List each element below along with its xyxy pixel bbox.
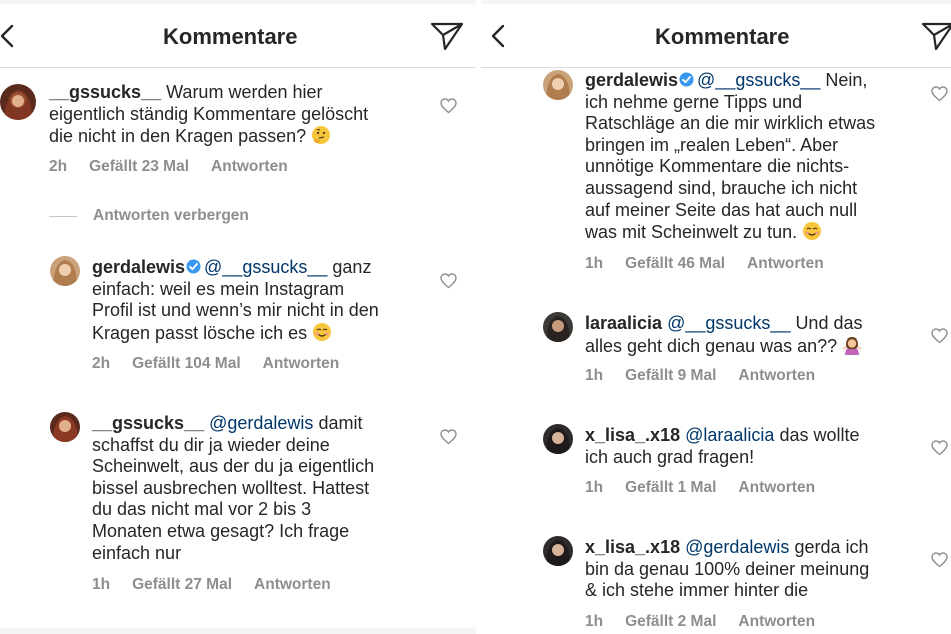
hide-replies-button[interactable]: Antworten verbergen	[93, 207, 249, 224]
comment-username[interactable]: __gssucks__	[92, 413, 205, 433]
comment-text-line: Warum werden hier	[166, 82, 323, 102]
comment-text-line: unnötige Kommentare die nichts-	[585, 156, 850, 177]
comment-text-line: gerda ich	[794, 537, 869, 557]
heart-icon[interactable]	[931, 86, 948, 102]
comment-text-line: die nicht in den Kragen passen?	[49, 126, 307, 147]
page-title: Kommentare	[655, 24, 790, 49]
likes-count-link[interactable]: Gefällt 23 Mal	[89, 158, 190, 175]
comment-time: 1h	[585, 613, 604, 630]
comment-text-line: aussagend sind, brauche ich nicht	[585, 177, 858, 198]
comment-text-line: Profil ist und wenn’s mir nicht in den	[92, 300, 379, 321]
comment-username[interactable]: gerdalewis	[92, 257, 186, 277]
reply-button[interactable]: Antworten	[254, 576, 331, 593]
avatar-photo-icon	[50, 412, 80, 442]
reply-button[interactable]: Antworten	[262, 355, 340, 372]
reply-button[interactable]: Antworten	[747, 255, 824, 272]
mention-link[interactable]: @gerdalewis	[685, 537, 790, 557]
avatar[interactable]	[543, 424, 573, 454]
thinking-face-icon	[311, 125, 331, 145]
comment-text-line: einfach nur	[92, 542, 182, 563]
comment-text-line: bin da genau 100% deiner meinung	[585, 558, 870, 579]
heart-icon[interactable]	[931, 552, 948, 568]
avatar[interactable]	[543, 536, 573, 566]
page-title: Kommentare	[163, 24, 298, 49]
comment-username[interactable]: laraalicia	[585, 313, 663, 333]
avatar-photo-icon	[543, 536, 573, 566]
chevron-left-icon[interactable]	[489, 22, 509, 50]
comment-text-line: was mit Scheinwelt zu tun.	[585, 222, 798, 243]
avatar-photo-icon	[0, 84, 36, 120]
comment-text-line: Und das	[795, 313, 863, 333]
comment-text-line: eigentlich ständig Kommentare gelöscht	[49, 103, 369, 124]
heart-icon[interactable]	[931, 328, 948, 344]
smiling-face-icon	[802, 221, 822, 241]
comment-text-line: einfach: weil es mein Instagram	[92, 278, 345, 299]
comment-text-line: bringen im „realen Leben“. Aber	[585, 134, 839, 155]
heart-icon[interactable]	[440, 98, 457, 114]
likes-count-link[interactable]: Gefällt 9 Mal	[625, 367, 717, 384]
comment-text-line: Monaten etwa gesagt? Ich frage	[92, 520, 350, 541]
comment-text-line: alles geht dich genau was an??	[585, 335, 838, 356]
avatar-photo-icon	[543, 70, 573, 100]
mention-link[interactable]: @__gssucks__	[204, 257, 328, 277]
comment-time: 1h	[585, 479, 604, 496]
comment-text-line: bissel ausbrechen wolltest. Hattest	[92, 477, 370, 498]
comment-text-line: & ich stehe immer hinter die	[585, 580, 809, 601]
heart-icon[interactable]	[440, 429, 457, 445]
comment-text-line: ich auch grad fragen!	[585, 446, 755, 467]
likes-count-link[interactable]: Gefällt 46 Mal	[625, 255, 726, 272]
chevron-left-icon[interactable]	[0, 22, 20, 50]
verified-badge-icon	[186, 259, 201, 274]
header-bar	[481, 0, 951, 68]
heart-icon[interactable]	[931, 440, 948, 456]
comment-time: 1h	[92, 576, 111, 593]
comment-text-line: Ratschläge an die mir wirklich etwas	[585, 113, 876, 134]
right-screenshot	[481, 0, 951, 634]
paper-plane-icon[interactable]	[921, 21, 951, 51]
comment-text-line: das wollte	[779, 425, 860, 445]
comment-text-line: auf meiner Seite das hat auch null	[585, 199, 858, 220]
likes-count-link[interactable]: Gefällt 104 Mal	[132, 355, 241, 372]
comment-username[interactable]: x_lisa_.x18	[585, 425, 681, 445]
avatar[interactable]	[543, 312, 573, 342]
comment-text-line: Nein,	[825, 70, 868, 90]
avatar-photo-icon	[543, 312, 573, 342]
mention-link[interactable]: @__gssucks__	[697, 70, 821, 90]
reply-button[interactable]: Antworten	[738, 613, 816, 630]
avatar[interactable]	[0, 84, 36, 120]
comment-text-line: schaffst du dir ja wieder deine	[92, 434, 330, 455]
paper-plane-icon[interactable]	[430, 21, 464, 51]
mention-link[interactable]: @laraalicia	[685, 425, 775, 445]
mention-link[interactable]: @__gssucks__	[667, 313, 791, 333]
reply-button[interactable]: Antworten	[738, 367, 816, 384]
mention-link[interactable]: @gerdalewis	[209, 413, 314, 433]
comment-text-line: ich nehme gerne Tipps und	[585, 91, 803, 112]
woman-shrugging-icon	[842, 335, 862, 355]
avatar[interactable]	[50, 412, 80, 442]
avatar-photo-icon	[543, 424, 573, 454]
header-bar	[0, 0, 476, 68]
verified-badge-icon	[679, 72, 694, 87]
bottom-edge	[0, 628, 476, 634]
smiling-face-icon	[312, 322, 332, 342]
avatar[interactable]	[50, 256, 80, 286]
avatar-photo-icon	[50, 256, 80, 286]
comment-username[interactable]: x_lisa_.x18	[585, 537, 681, 557]
comment-time: 2h	[49, 158, 68, 175]
comment-username[interactable]: __gssucks__	[49, 82, 162, 102]
comment-text-line: Scheinwelt, aus der du ja eigentlich	[92, 456, 375, 477]
likes-count-link[interactable]: Gefällt 2 Mal	[625, 613, 717, 630]
comment-text-line: damit	[318, 413, 363, 433]
avatar[interactable]	[543, 70, 573, 100]
reply-button[interactable]: Antworten	[211, 158, 288, 175]
comment-time: 1h	[585, 255, 604, 272]
comment-username[interactable]: gerdalewis	[585, 70, 679, 90]
comment-text-line: Kragen passt lösche ich es	[92, 322, 308, 343]
comment-time: 2h	[92, 355, 111, 372]
likes-count-link[interactable]: Gefällt 1 Mal	[625, 479, 717, 496]
comment-text-line: ganz	[332, 257, 372, 277]
comment-time: 1h	[585, 367, 604, 384]
likes-count-link[interactable]: Gefällt 27 Mal	[132, 576, 233, 593]
comment-text-line: du das nicht mal vor 2 bis 3	[92, 499, 312, 520]
heart-icon[interactable]	[440, 273, 457, 289]
reply-button[interactable]: Antworten	[738, 479, 816, 496]
divider-line	[49, 216, 77, 217]
